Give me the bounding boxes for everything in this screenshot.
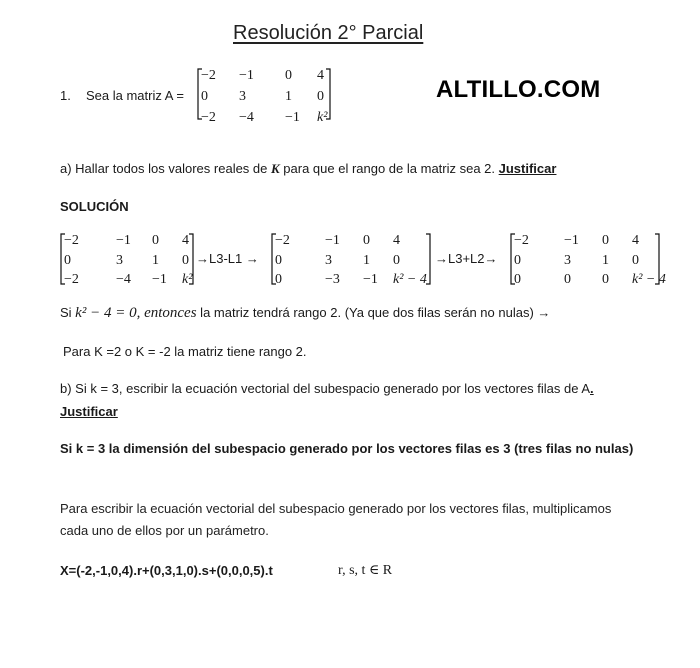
matrix-step-3	[510, 233, 666, 287]
matrix-cell: 0	[564, 272, 571, 287]
si-suffix: la matriz tendrá rango 2. (Ya que dos filas serán no nulas) →	[196, 305, 551, 320]
matrix-cell: 0	[201, 89, 208, 104]
matrix-cell: −1	[116, 233, 131, 248]
matrix-cell: −2	[201, 110, 216, 125]
matrix-cell: k² − 4	[632, 272, 666, 287]
matrix-cell: 0	[602, 272, 609, 287]
matrix-cell: 3	[239, 89, 246, 104]
matrix-cell: −2	[275, 233, 290, 248]
matrix-cell: 0	[64, 253, 71, 268]
explanation-paragraph: Para escribir la ecuación vectorial del subespacio generado por los vectores filas, multiplicamos cada uno de ellos por un parámetro.	[60, 501, 612, 538]
solution-label: SOLUCIÓN	[60, 199, 129, 214]
question-a-var: K	[271, 161, 280, 176]
matrix-cell: 0	[152, 233, 159, 248]
question-b-dot: .	[590, 381, 594, 396]
row-op-1: →L3-L1 →	[196, 251, 259, 266]
matrix-cell: 0	[317, 89, 324, 104]
si-prefix: Si	[60, 305, 76, 320]
matrix-cell: k²	[317, 110, 328, 125]
matrix-cell: 0	[182, 253, 189, 268]
answer-b: Si k = 3 la dimensión del subespacio generado por los vectores filas es 3 (tres filas no nulas)	[60, 441, 634, 456]
matrix-cell: −1	[152, 272, 167, 287]
result-a: Para K =2 o K = -2 la matriz tiene rango 2.	[63, 344, 307, 359]
matrix-cell: 1	[363, 253, 370, 268]
matrix-cell: 0	[393, 253, 400, 268]
matrix-cell: 0	[602, 233, 609, 248]
matrix-cell: −1	[564, 233, 579, 248]
matrix-cell: 0	[514, 272, 521, 287]
si-statement	[60, 305, 550, 322]
matrix-brackets	[197, 68, 331, 120]
matrix-cell: 0	[514, 253, 521, 268]
problem-number: 1.	[60, 88, 71, 103]
altillo-logo: ALTILLO.COM	[436, 76, 601, 103]
matrix-cell: −1	[325, 233, 340, 248]
matrix-cell: −3	[325, 272, 340, 287]
justify-a: Justificar	[498, 161, 557, 176]
matrix-cell: 3	[325, 253, 332, 268]
matrix-cell: 4	[393, 233, 400, 248]
matrix-cell: 3	[564, 253, 571, 268]
matrix-cell: −1	[285, 110, 300, 125]
matrix-cell: −2	[64, 233, 79, 248]
matrix-cell: 1	[152, 253, 159, 268]
matrix-cell: 0	[275, 272, 282, 287]
matrix-cell: −2	[64, 272, 79, 287]
problem-intro: Sea la matriz A =	[86, 88, 184, 103]
matrix-step-2	[271, 233, 431, 285]
justify-b: Justificar	[60, 404, 118, 419]
question-b-text: b) Si k = 3, escribir la ecuación vectorial del subespacio generado por los vectores filas de A	[60, 381, 591, 396]
matrix-cell: k² − 4	[393, 272, 427, 287]
row-op-2: →L3+L2→	[435, 251, 498, 266]
question-a-suffix: para que el rango de la matriz sea 2.	[279, 161, 499, 176]
matrix-cell: −1	[363, 272, 378, 287]
matrix-cell: 0	[632, 253, 639, 268]
question-a-prefix: a) Hallar todos los valores reales de	[60, 161, 271, 176]
parameter-set: r, s, t ∈ R	[338, 563, 393, 578]
matrix-cell: k²	[182, 272, 193, 287]
matrix-cell: 0	[275, 253, 282, 268]
matrix-cell: −4	[239, 110, 254, 125]
matrix-cell: 4	[182, 233, 189, 248]
question-a	[60, 161, 556, 177]
vector-equation: X=(-2,-1,0,4).r+(0,3,1,0).s+(0,0,0,5).t	[60, 563, 273, 578]
matrix-cell: −1	[239, 68, 254, 83]
matrix-cell: −2	[514, 233, 529, 248]
matrix-a	[197, 68, 331, 125]
page-title: Resolución 2° Parcial	[233, 22, 424, 44]
matrix-cell: 1	[602, 253, 609, 268]
matrix-cell: 0	[363, 233, 370, 248]
matrix-cell: 0	[285, 68, 292, 83]
matrix-cell: 4	[632, 233, 639, 248]
si-equation: k² − 4 = 0, entonces	[75, 305, 197, 321]
matrix-cell: 1	[285, 89, 292, 104]
matrix-cell: 4	[317, 68, 324, 83]
matrix-cell: 3	[116, 253, 123, 268]
matrix-cell: −4	[116, 272, 131, 287]
matrix-step-1	[60, 233, 194, 285]
question-b	[60, 381, 594, 396]
matrix-cell: −2	[201, 68, 216, 83]
